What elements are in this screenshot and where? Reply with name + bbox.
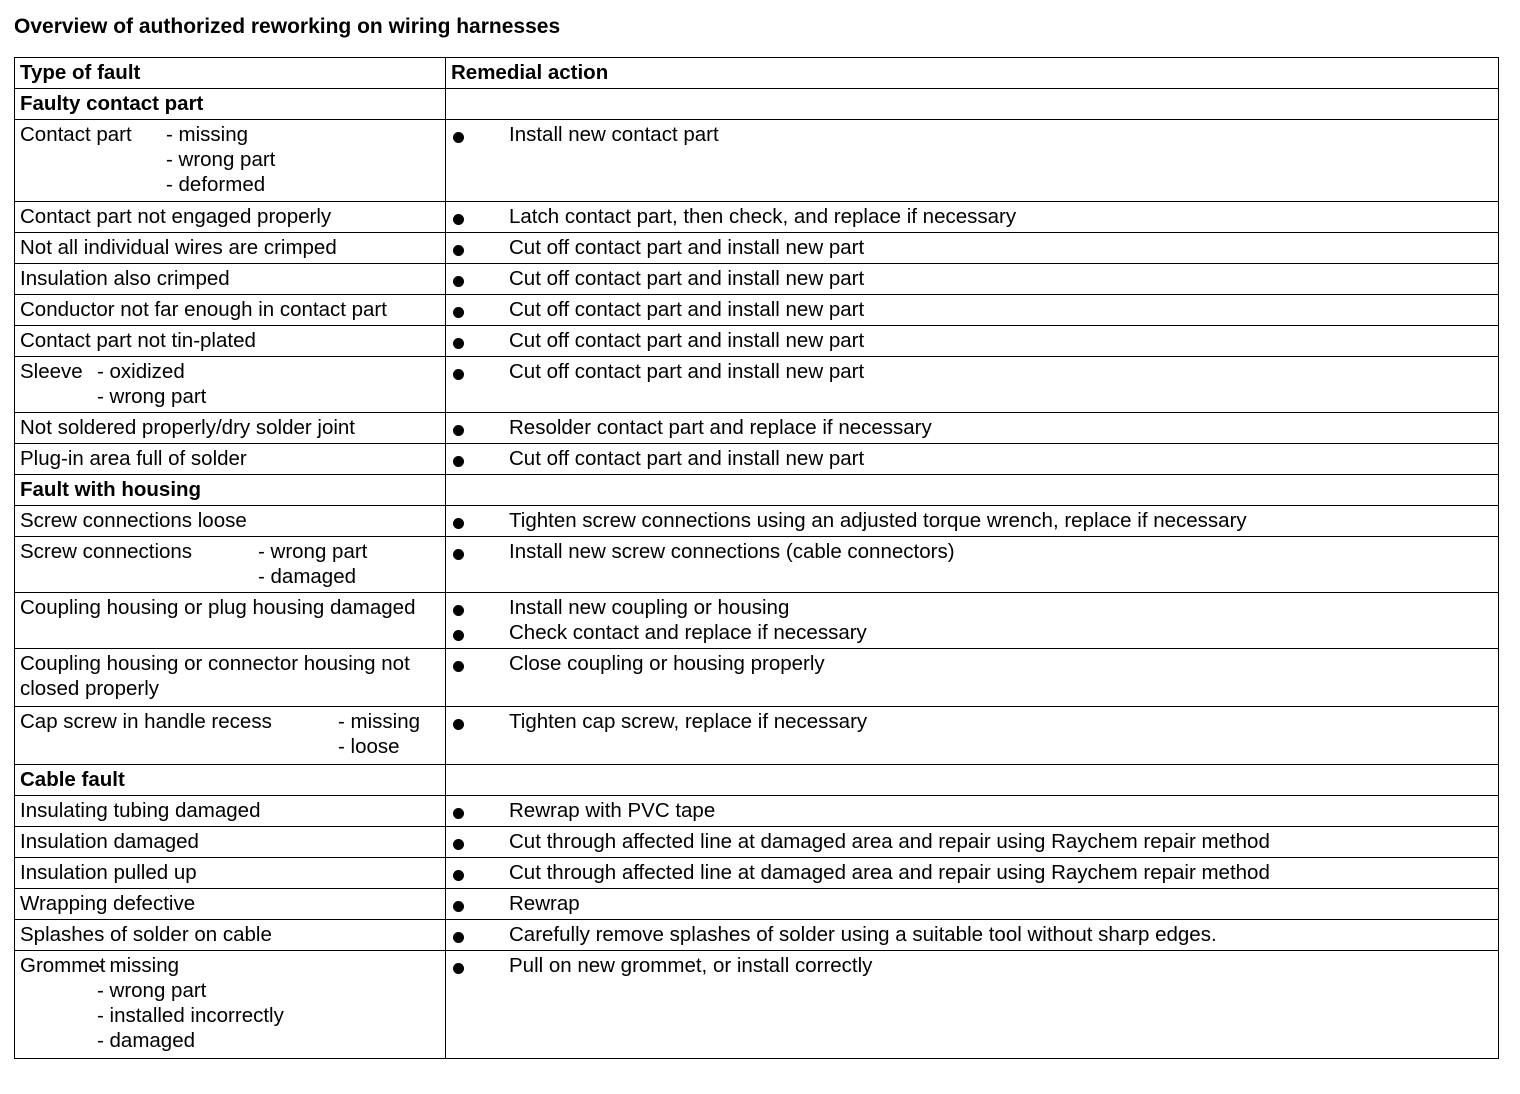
action-cell [446,295,1499,326]
action-item [451,539,1493,564]
section-row [15,475,1499,506]
fault-variant: - wrong part [166,148,276,171]
action-cell [446,827,1499,858]
action-item [451,620,1493,645]
fault-cell [15,357,446,413]
fault-label: Grommet [20,954,106,977]
action-item [451,122,1493,147]
fault-label: Coupling housing or plug housing damaged [20,596,416,619]
fault-label: Contact part not tin-plated [20,329,256,352]
action-cell [446,951,1499,1059]
fault-variant: - oxidized [97,360,185,383]
action-cell [446,920,1499,951]
table-row [15,120,1499,202]
fault-label: Insulation also crimped [20,267,230,290]
action-text: Install new screw connections (cable connectors) [509,540,955,563]
action-cell [446,413,1499,444]
action-cell [446,326,1499,357]
action-text: Rewrap [509,892,580,915]
action-cell [446,796,1499,827]
fault-cell [15,326,446,357]
action-item [451,922,1493,947]
table-row [15,951,1499,1059]
section-heading: Fault with housing [15,475,446,506]
fault-label: Insulation pulled up [20,861,197,884]
fault-variants [338,709,420,759]
fault-cell [15,295,446,326]
fault-variant: - wrong part [97,385,207,408]
bullet-icon [451,829,509,854]
fault-variants [97,953,284,1053]
action-cell [446,444,1499,475]
table-row [15,858,1499,889]
action-cell [446,475,1499,506]
table-row [15,649,1499,707]
action-text: Cut off contact part and install new part [509,267,865,290]
fault-line [20,359,440,409]
fault-label: Conductor not far enough in contact part [20,298,387,321]
bullet-icon [451,860,509,885]
fault-cell [15,444,446,475]
action-text: Cut off contact part and install new part [509,329,865,352]
action-text: Install new coupling or housing [509,596,790,619]
action-text: Cut off contact part and install new part [509,447,865,470]
bullet-icon [451,539,509,564]
bullet-icon [451,953,509,978]
section-row [15,89,1499,120]
action-text: Install new contact part [509,123,719,146]
table-row [15,444,1499,475]
fault-label: Plug-in area full of solder [20,447,247,470]
bullet-icon [451,891,509,916]
fault-cell [15,796,446,827]
table-row [15,357,1499,413]
table-row [15,413,1499,444]
table-row [15,202,1499,233]
fault-variant: - installed incorrectly [97,1004,284,1027]
fault-label: Wrapping defective [20,892,196,915]
fault-variant: - deformed [166,173,266,196]
bullet-icon [451,415,509,440]
fault-cell [15,537,446,593]
rework-table [14,57,1499,1059]
section-heading: Faulty contact part [15,89,446,120]
table-row [15,796,1499,827]
table-row [15,326,1499,357]
bullet-icon [451,235,509,260]
table-row [15,707,1499,765]
fault-label: Contact part not engaged properly [20,205,332,228]
action-cell [446,649,1499,707]
fault-cell [15,233,446,264]
action-text: Cut through affected line at damaged area and repair using Raychem repair method [509,861,1270,884]
fault-label: Insulation damaged [20,830,199,853]
table-row [15,233,1499,264]
action-cell [446,264,1499,295]
action-cell [446,765,1499,796]
bullet-icon [451,620,509,645]
fault-label: Not all individual wires are crimped [20,236,337,259]
action-item [451,359,1493,384]
fault-variant: - missing [338,710,421,733]
action-item [451,204,1493,229]
table-row [15,920,1499,951]
fault-cell [15,951,446,1059]
fault-label: Insulating tubing damaged [20,799,261,822]
page-title: Overview of authorized reworking on wiring harnesses [14,15,561,38]
fault-variants [97,359,206,409]
action-item [451,798,1493,823]
action-text: Check contact and replace if necessary [509,621,867,644]
bullet-icon [451,446,509,471]
fault-variant: - damaged [97,1029,196,1052]
action-text: Cut off contact part and install new part [509,298,865,321]
action-item [451,235,1493,260]
fault-label: Contact part [20,123,132,146]
fault-line [20,122,440,197]
action-cell [446,357,1499,413]
action-cell [446,233,1499,264]
fault-cell [15,593,446,649]
header-type-of-fault: Type of fault [15,58,446,89]
fault-cell [15,506,446,537]
bullet-icon [451,798,509,823]
fault-variant: - damaged [258,565,357,588]
action-text: Latch contact part, then check, and replace if necessary [509,205,1017,228]
action-item [451,651,1493,676]
action-cell [446,707,1499,765]
fault-label: Not soldered properly/dry solder joint [20,416,355,439]
fault-cell [15,202,446,233]
fault-variants [258,539,367,589]
section-heading: Cable fault [15,765,446,796]
header-remedial-action: Remedial action [446,58,1499,89]
fault-cell [15,920,446,951]
fault-label: Coupling housing or connector housing not closed properly [20,652,410,700]
fault-cell [15,649,446,707]
action-cell [446,506,1499,537]
action-text: Resolder contact part and replace if necessary [509,416,932,439]
table-row [15,506,1499,537]
action-text: Tighten screw connections using an adjusted torque wrench, replace if necessary [509,509,1247,532]
fault-cell [15,827,446,858]
action-cell [446,593,1499,649]
action-item [451,829,1493,854]
action-text: Rewrap with PVC tape [509,799,716,822]
fault-variants [166,122,275,197]
bullet-icon [451,508,509,533]
action-item [451,328,1493,353]
action-cell [446,120,1499,202]
bullet-icon [451,328,509,353]
bullet-icon [451,122,509,147]
action-item [451,860,1493,885]
action-item [451,709,1493,734]
action-item [451,266,1493,291]
action-text: Cut through affected line at damaged area and repair using Raychem repair method [509,830,1270,853]
fault-cell [15,264,446,295]
bullet-icon [451,651,509,676]
bullet-icon [451,359,509,384]
fault-variant: - wrong part [97,979,207,1002]
fault-label: Sleeve [20,360,83,383]
bullet-icon [451,922,509,947]
fault-label: Screw connections [20,540,193,563]
action-cell [446,858,1499,889]
fault-cell [15,707,446,765]
action-item [451,297,1493,322]
header-row [15,58,1499,89]
action-text: Tighten cap screw, replace if necessary [509,710,868,733]
action-item [451,891,1493,916]
action-text: Cut off contact part and install new part [509,236,865,259]
table-row [15,827,1499,858]
action-text: Cut off contact part and install new part [509,360,865,383]
fault-label: Cap screw in handle recess [20,710,272,733]
fault-cell [15,889,446,920]
fault-line [20,539,440,589]
rework-table-body [15,58,1499,1059]
fault-cell [15,858,446,889]
action-text: Close coupling or housing properly [509,652,825,675]
fault-label: Splashes of solder on cable [20,923,272,946]
action-cell [446,889,1499,920]
table-row [15,264,1499,295]
fault-variant: - missing [97,954,180,977]
fault-line [20,953,440,1053]
fault-variant: - wrong part [258,540,368,563]
action-item [451,953,1493,978]
fault-cell [15,413,446,444]
action-text: Carefully remove splashes of solder using a suitable tool without sharp edges. [509,923,1217,946]
bullet-icon [451,297,509,322]
table-row [15,295,1499,326]
bullet-icon [451,709,509,734]
action-item [451,508,1493,533]
action-item [451,446,1493,471]
table-row [15,537,1499,593]
action-item [451,595,1493,620]
action-text: Pull on new grommet, or install correctly [509,954,873,977]
bullet-icon [451,204,509,229]
table-row [15,593,1499,649]
action-cell [446,537,1499,593]
action-cell [446,202,1499,233]
fault-line [20,709,440,759]
fault-variant: - loose [338,735,400,758]
action-cell [446,89,1499,120]
bullet-icon [451,595,509,620]
section-row [15,765,1499,796]
action-item [451,415,1493,440]
fault-variant: - missing [166,123,249,146]
bullet-icon [451,266,509,291]
fault-label: Screw connections loose [20,509,247,532]
table-row [15,889,1499,920]
fault-cell [15,120,446,202]
